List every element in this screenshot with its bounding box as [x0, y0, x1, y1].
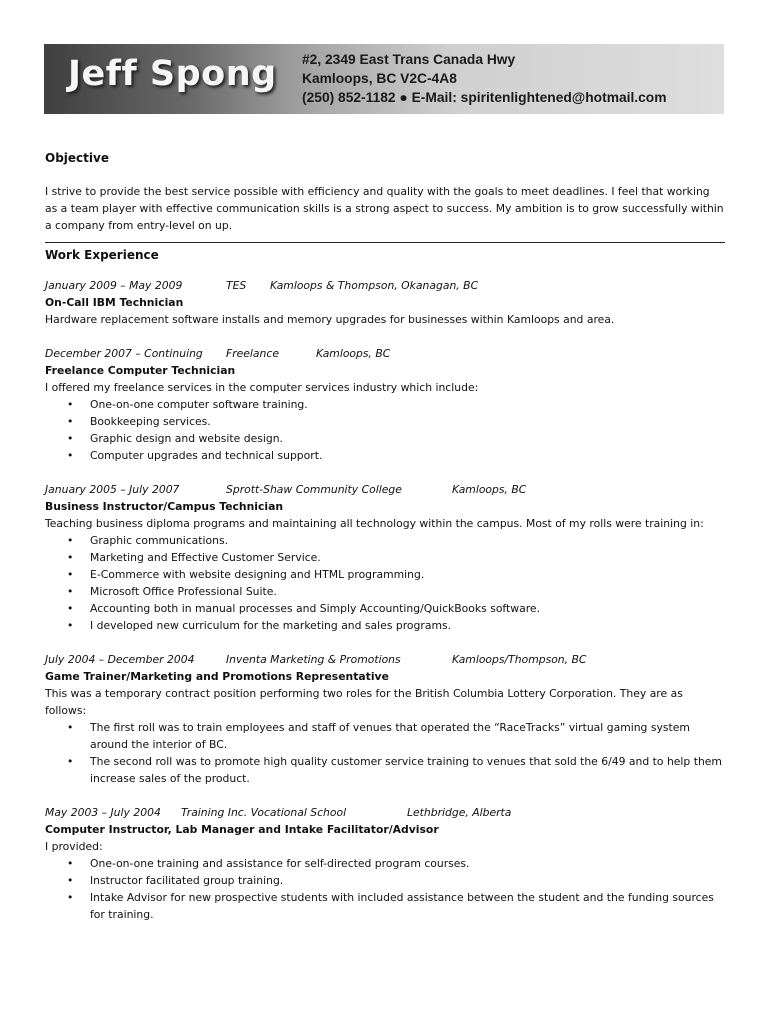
list-item: • Accounting both in manual processes and Simply Accounting/QuickBooks software.: [67, 602, 540, 615]
work-experience-heading: Work Experience: [45, 248, 159, 262]
list-item: • One-on-one computer software training.: [67, 398, 308, 411]
job-meta: [45, 805, 725, 821]
job-meta: [45, 652, 725, 668]
job-bullets: [45, 719, 725, 787]
job-entry: [45, 346, 725, 464]
list-item: • Graphic design and website design.: [67, 432, 283, 445]
list-item: • I developed new curriculum for the marketing and sales programs.: [67, 619, 452, 632]
job-entry: [45, 482, 725, 634]
job-employer: Training Inc. Vocational School: [181, 806, 347, 819]
bullet-icon: •: [67, 755, 74, 768]
bullet-icon: •: [67, 551, 74, 564]
section-divider: [45, 242, 725, 243]
bullet-icon: •: [67, 449, 74, 462]
bullet-icon: •: [67, 619, 74, 632]
list-item: • Computer upgrades and technical support.: [67, 449, 323, 462]
job-description: I offered my freelance services in the computer services industry which include:: [45, 381, 479, 394]
job-dates: July 2004 – December 2004: [45, 653, 195, 666]
job-title: Game Trainer/Marketing and Promotions Representative: [45, 670, 389, 683]
bullet-icon: •: [67, 602, 74, 615]
list-item: • Graphic communications.: [67, 534, 229, 547]
list-item: • Intake Advisor for new prospective students with included assistance between the student and the funding sources for training.: [67, 891, 714, 921]
job-employer: Inventa Marketing & Promotions: [226, 653, 401, 666]
list-item: • Microsoft Office Professional Suite.: [67, 585, 277, 598]
job-description: This was a temporary contract position performing two roles for the British Columbia Lottery Corporation. They are as follows:: [45, 687, 683, 717]
contact-block: [302, 50, 667, 107]
job-bullets: [45, 396, 725, 464]
list-item: • Instructor facilitated group training.: [67, 874, 284, 887]
job-title: Computer Instructor, Lab Manager and Intake Facilitator/Advisor: [45, 823, 439, 836]
job-description: I provided:: [45, 840, 103, 853]
job-title: Business Instructor/Campus Technician: [45, 500, 284, 513]
list-item: • The first roll was to train employees and staff of venues that operated the “RaceTracks” virtual gaming system around the interior of BC.: [67, 721, 690, 751]
list-item: • The second roll was to promote high quality customer service training to venues that sold the 6/49 and to help them increase sales of the product.: [67, 755, 722, 785]
job-meta: [45, 346, 725, 362]
bullet-icon: •: [67, 891, 74, 904]
job-employer: TES: [226, 279, 247, 292]
phone-email-line: (250) 852-1182 ● E-Mail: spiritenlightened@hotmail.com: [302, 90, 667, 105]
address-line-2: Kamloops, BC V2C-4A8: [302, 71, 457, 86]
job-description: Teaching business diploma programs and maintaining all technology within the campus. Most of my rolls were training in:: [45, 517, 704, 530]
job-entry: [45, 652, 725, 787]
list-item: • Marketing and Effective Customer Service.: [67, 551, 321, 564]
header-banner: [44, 44, 724, 114]
candidate-name: Jeff Spong: [68, 54, 277, 94]
job-meta: [45, 482, 725, 498]
job-employer: Sprott-Shaw Community College: [226, 483, 402, 496]
bullet-icon: •: [67, 432, 74, 445]
job-dates: May 2003 – July 2004: [45, 806, 161, 819]
bullet-icon: •: [67, 568, 74, 581]
address-line-1: #2, 2349 East Trans Canada Hwy: [302, 52, 516, 67]
list-item: • One-on-one training and assistance for self-directed program courses.: [67, 857, 470, 870]
job-location: Kamloops/Thompson, BC: [452, 653, 587, 666]
job-description: Hardware replacement software installs and memory upgrades for businesses within Kamloops and area.: [45, 313, 615, 326]
job-dates: January 2005 – July 2007: [45, 483, 180, 496]
objective-text: I strive to provide the best service possible with efficiency and quality with the goals to meet deadlines. I feel that working as a team player with effective communication skills is a strong aspect to success. My ambition is to grow successfully within a company from entry-level on up.: [45, 185, 724, 232]
bullet-icon: •: [67, 534, 74, 547]
resume-body: [45, 148, 725, 923]
bullet-icon: •: [67, 398, 74, 411]
job-bullets: [45, 532, 725, 634]
bullet-icon: •: [67, 721, 74, 734]
job-bullets: [45, 855, 725, 923]
list-item: • Bookkeeping services.: [67, 415, 211, 428]
bullet-icon: •: [67, 857, 74, 870]
job-location: Kamloops, BC: [316, 347, 391, 360]
objective-heading: Objective: [45, 151, 109, 165]
bullet-icon: •: [67, 415, 74, 428]
job-entry: [45, 278, 725, 328]
job-location: Lethbridge, Alberta: [407, 806, 512, 819]
list-item: • E-Commerce with website designing and HTML programming.: [67, 568, 425, 581]
job-location: Kamloops & Thompson, Okanagan, BC: [270, 279, 479, 292]
job-dates: December 2007 – Continuing: [45, 347, 203, 360]
job-location: Kamloops, BC: [452, 483, 527, 496]
job-meta: [45, 278, 725, 294]
job-title: Freelance Computer Technician: [45, 364, 236, 377]
bullet-icon: •: [67, 874, 74, 887]
job-title: On-Call IBM Technician: [45, 296, 184, 309]
job-dates: January 2009 – May 2009: [45, 279, 183, 292]
job-entry: [45, 805, 725, 923]
bullet-icon: •: [67, 585, 74, 598]
job-employer: Freelance: [226, 347, 279, 360]
